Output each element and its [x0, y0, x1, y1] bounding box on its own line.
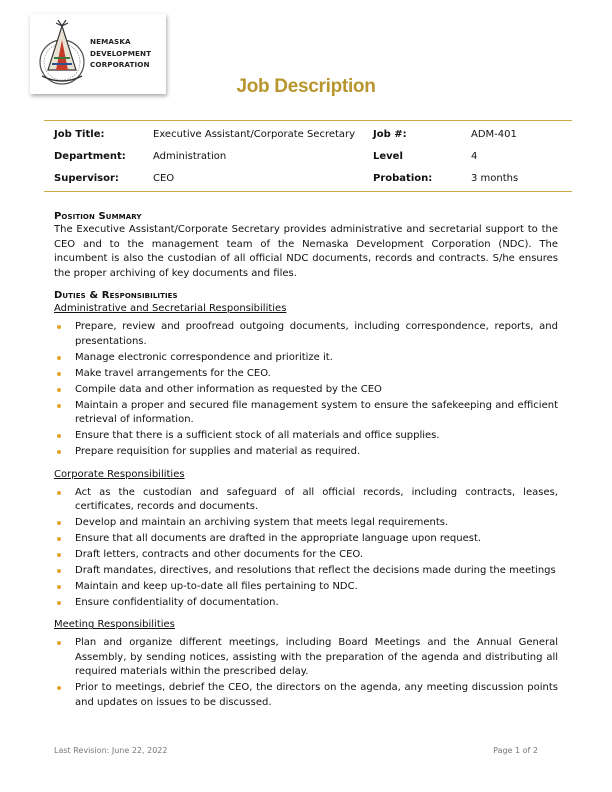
job-info-table: [44, 120, 572, 192]
list-item: Ensure that there is a sufficient stock of all materials and office supplies.: [54, 429, 558, 443]
supervisor-value: CEO: [153, 172, 175, 184]
list-item: Prior to meetings, debrief the CEO, the directors on the agenda, any meeting discussion points and updates on issues to be discussed.: [54, 681, 558, 710]
document-title: Job Description: [236, 76, 376, 97]
meeting-responsibilities-title: Meeting Responsibilities: [54, 619, 175, 631]
list-item: Prepare, review and proofread outgoing documents, including correspondence, reports, and presentations.: [54, 320, 558, 349]
admin-responsibilities-title: Administrative and Secretarial Responsibilities: [54, 303, 287, 315]
job-number-value: ADM-401: [471, 128, 517, 140]
list-item: Manage electronic correspondence and prioritize it.: [54, 351, 558, 365]
probation-label: Probation:: [373, 172, 433, 184]
info-row: [44, 145, 572, 167]
page-number: Page 1 of 2: [493, 746, 538, 755]
logo-line: DEVELOPMENT: [90, 48, 152, 58]
logo-line: NEMASKA: [90, 37, 131, 46]
list-item: Maintain and keep up-to-date all files pertaining to NDC.: [54, 580, 558, 594]
corporate-responsibilities-title: Corporate Responsibilities: [54, 468, 185, 480]
list-item: Draft mandates, directives, and resolutions that reflect the decisions made during the meetings: [54, 564, 558, 578]
info-row: [44, 123, 572, 145]
admin-responsibilities-list: [54, 320, 558, 459]
list-item: Compile data and other information as requested by the CEO: [54, 383, 558, 397]
job-title-value: Executive Assistant/Corporate Secretary: [153, 128, 356, 140]
list-item: Develop and maintain an archiving system that meets legal requirements.: [54, 516, 558, 530]
list-item: Make travel arrangements for the CEO.: [54, 367, 558, 381]
probation-value: 3 months: [471, 172, 519, 184]
list-item: Plan and organize different meetings, including Board Meetings and the Annual General Assembly, by sending notices, assisting with the preparation of the agenda and distributing all required materials within the prescribed delay.: [54, 636, 558, 679]
job-title-label: Job Title:: [54, 128, 105, 140]
level-value: 4: [471, 150, 478, 162]
info-row: [44, 167, 572, 189]
logo-wordmark: [90, 36, 151, 71]
position-summary-heading: Position Summary: [54, 211, 142, 222]
list-item: Maintain a proper and secured file management system to ensure the safekeeping and efficient retrieval of information.: [54, 399, 558, 428]
last-revision: Last Revision: June 22, 2022: [54, 746, 168, 755]
level-label: Level: [373, 150, 403, 162]
corporate-responsibilities-list: [54, 486, 558, 611]
list-item: Draft letters, contracts and other documents for the CEO.: [54, 548, 558, 562]
logo-line: CORPORATION: [90, 60, 150, 69]
department-value: Administration: [153, 150, 227, 162]
duties-heading: Duties & Responsibilities: [54, 290, 178, 302]
supervisor-label: Supervisor:: [54, 172, 119, 184]
list-item: Prepare requisition for supplies and material as required.: [54, 445, 558, 459]
job-number-label: Job #:: [373, 128, 407, 140]
list-item: Ensure that all documents are drafted in the appropriate language upon request.: [54, 532, 558, 546]
meeting-responsibilities-list: [54, 636, 558, 710]
list-item: Act as the custodian and safeguard of all official records, including contracts, leases, certificates, records and documents.: [54, 486, 558, 515]
document-body: [54, 211, 558, 712]
position-summary-text: The Executive Assistant/Corporate Secretary provides administrative and secretarial support to the CEO and to the management team of the Nemaska Development Corporation (NDC). The incumbent is also the custodian of all official NDC documents, records and contracts. S/he ensures the proper archiving of key documents and files.: [54, 224, 558, 279]
department-label: Department:: [54, 150, 126, 162]
list-item: Ensure confidentiality of documentation.: [54, 596, 558, 610]
